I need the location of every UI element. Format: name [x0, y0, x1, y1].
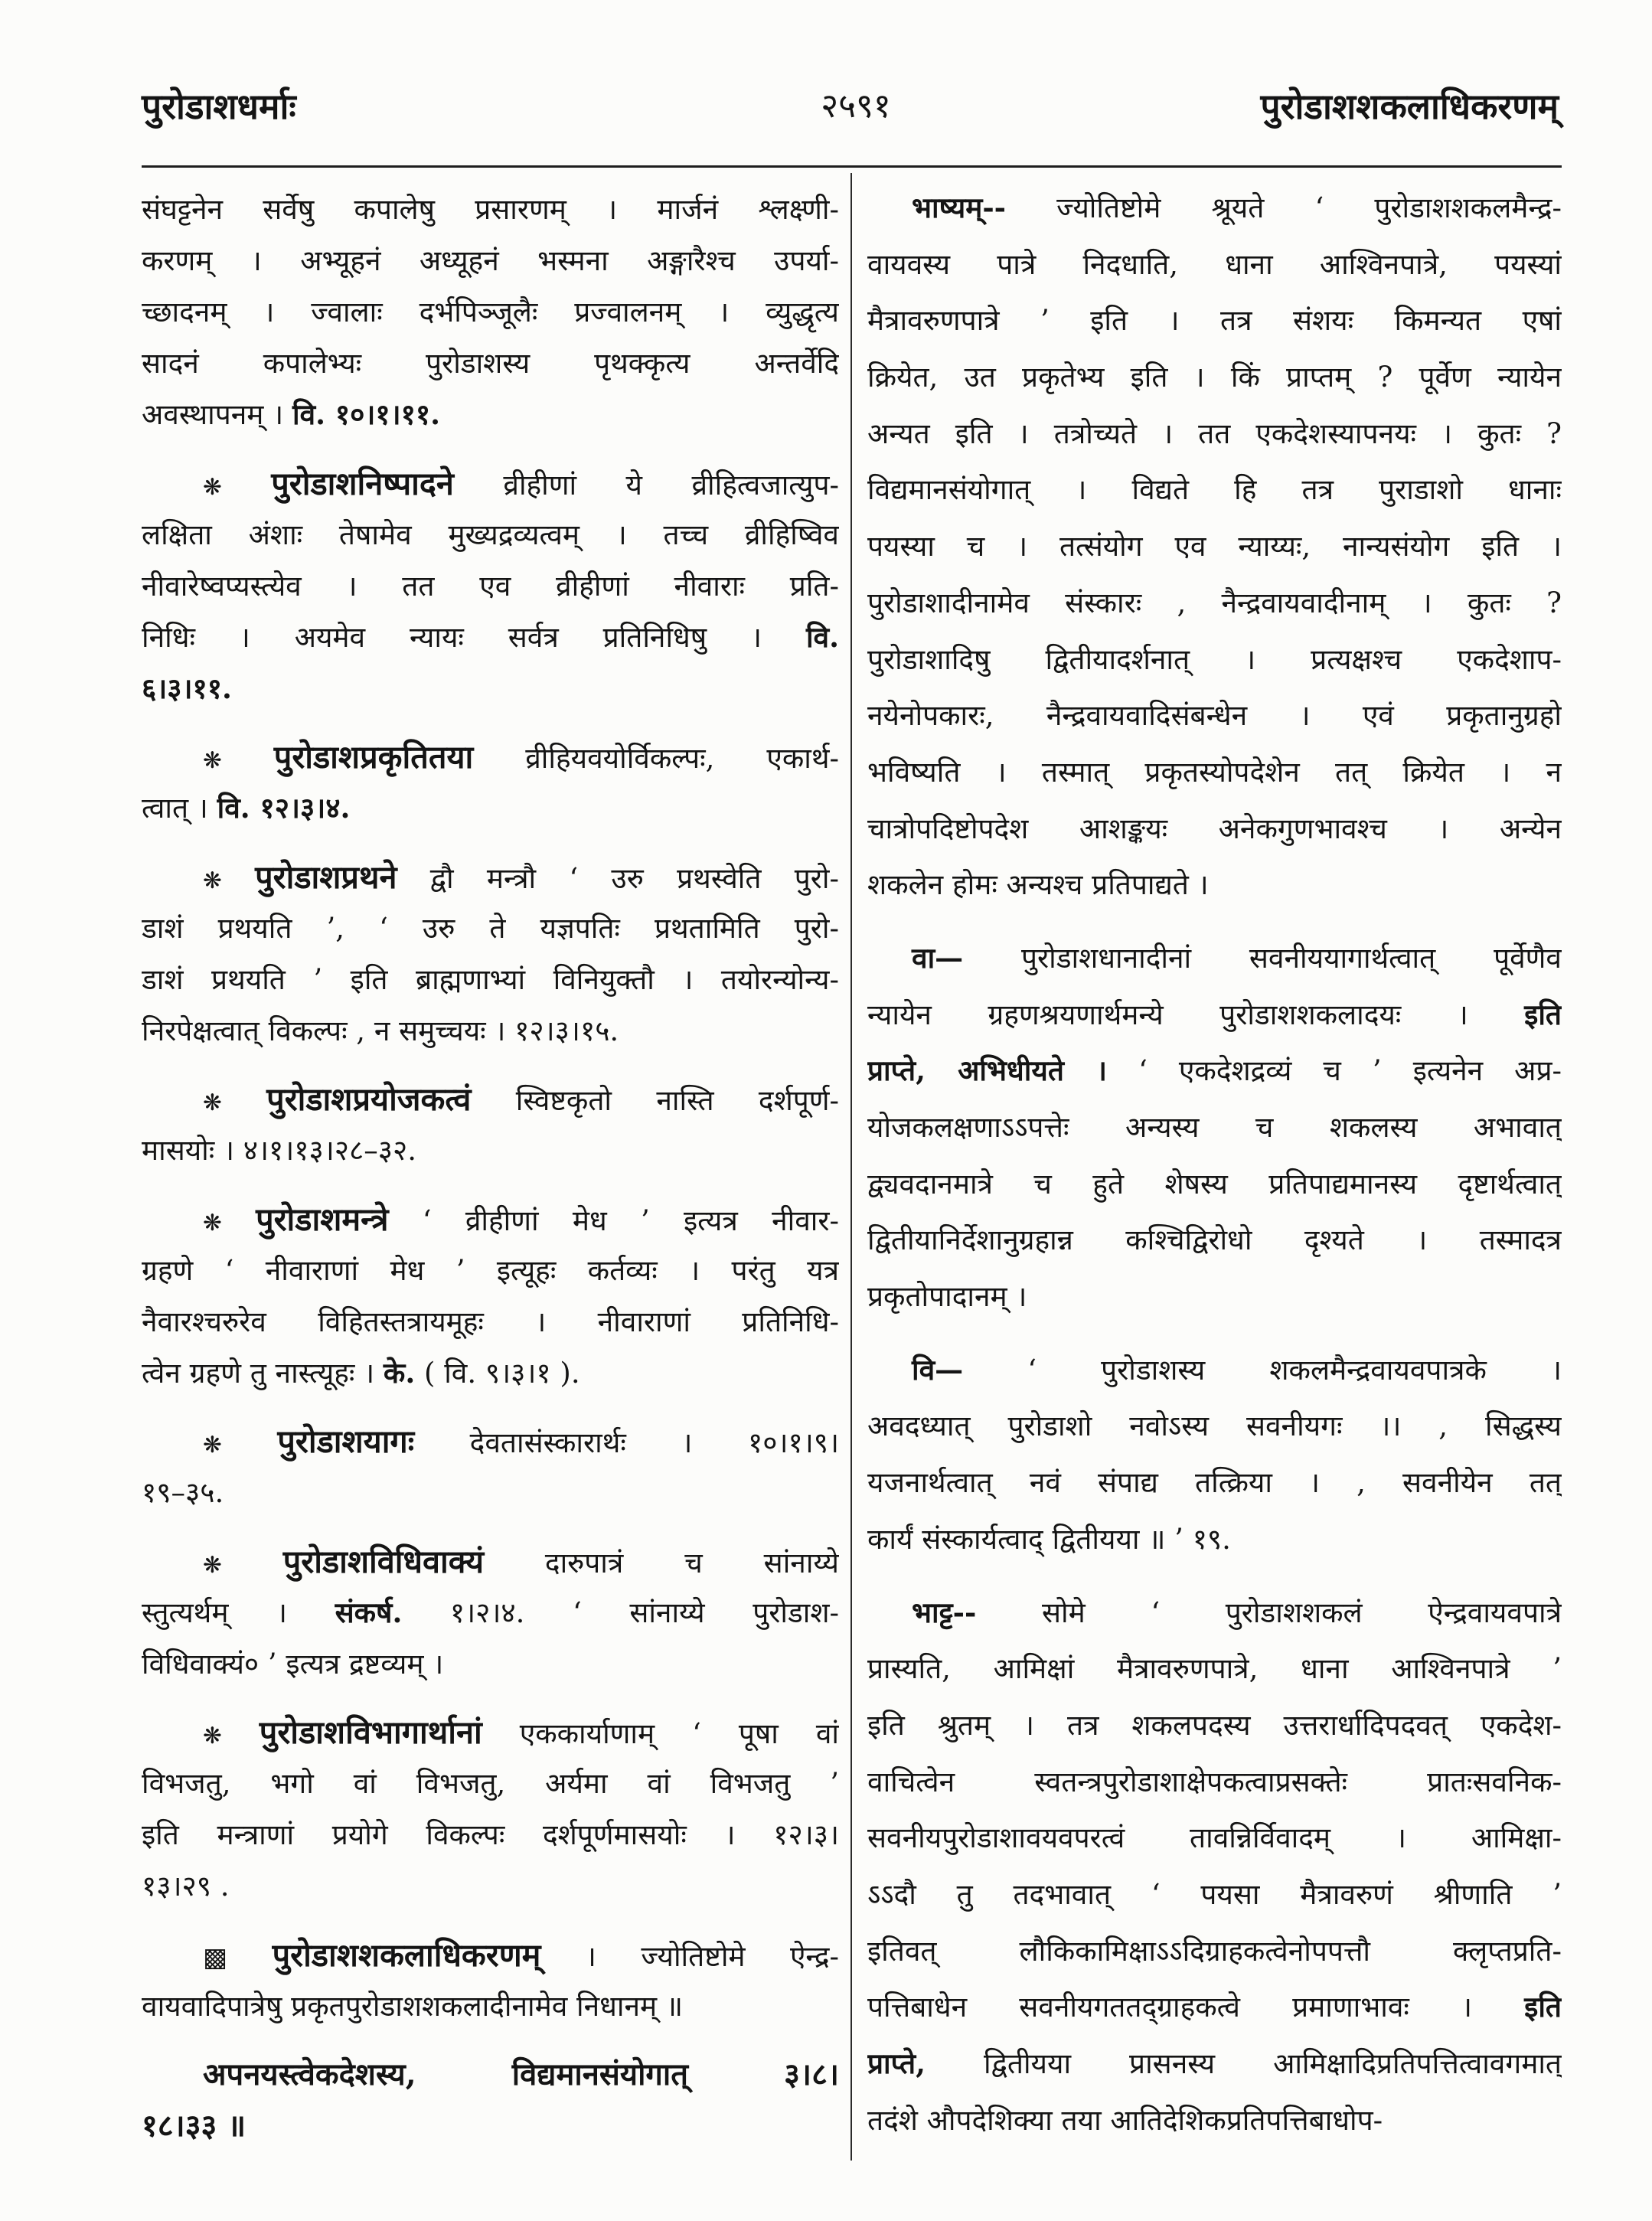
- bold-text-segment: पुरोडाशविभागार्थानां: [259, 1713, 482, 1751]
- bold-text-segment: प्राप्ते,: [867, 2046, 926, 2080]
- text-segment: [222, 1717, 260, 1750]
- text-segment: द्वितीयानिर्देशानुग्रहान्न कश्चिद्विरोधो दृश्यते । तस्मादत्र: [867, 1223, 1562, 1257]
- asterisk-ornament-icon: [203, 474, 222, 500]
- text-segment: शकलेन होमः अन्यश्च प्रतिपाद्यते ।: [867, 868, 1209, 902]
- text-segment: अवदध्यात् पुरोडाशो नवोऽस्य सवनीयगः ।। , सिद्धस्य: [867, 1409, 1562, 1443]
- text-segment: भविष्यति । तस्मात् प्रकृतस्योपदेशेन तत् क्रियेत । न: [867, 755, 1562, 789]
- bold-text-segment: ६।३।११.: [142, 671, 232, 705]
- text-segment: १।२।४. ‘ सांनाय्ये पुरोडाश-: [402, 1596, 839, 1629]
- text-segment: नयेनोपकारः, नैन्द्रवायवादिसंबन्धेन । एवं प्रकृतानुग्रहो: [867, 699, 1562, 733]
- text-segment: अवस्थापनम् ।: [142, 398, 292, 431]
- text-line: [142, 1245, 839, 1296]
- text-segment: यजनार्थत्वात् नवं संपाद्य तत्क्रिया । , सवनीयेन तत्: [867, 1466, 1562, 1500]
- text-line: [867, 1212, 1562, 1269]
- text-line: [142, 1707, 839, 1758]
- text-segment: [222, 1547, 283, 1579]
- bold-text-segment: पुरोडाशयागः: [277, 1422, 415, 1460]
- text-line: [142, 663, 839, 714]
- text-line: [867, 518, 1562, 575]
- text-segment: प्रास्यति, आमिक्षां मैत्रावरुणपात्रे, धाना आश्विनपात्रे ’: [867, 1652, 1562, 1686]
- paragraph: [142, 458, 839, 714]
- text-segment: ‘ पुरोडाशस्य शकलमैन्द्रवायवपात्रके ।: [963, 1353, 1562, 1386]
- text-segment: डाशं प्रथयति ’ इति ब्राह्मणाभ्यां विनियुक्तौ । तयोरन्योन्य-: [142, 962, 839, 996]
- text-segment: निधिः । अयमेव न्यायः सर्वत्र प्रतिनिधिषु ।: [142, 620, 806, 654]
- text-line: [142, 731, 839, 782]
- bold-text-segment: इति: [1524, 1990, 1562, 2024]
- text-segment: त्वात् ।: [142, 792, 217, 825]
- text-segment: सवनीयपुरोडाशावयवपरत्वं तावन्निर्विवादम् । आमिक्षा-: [867, 1821, 1562, 1855]
- text-line: [142, 458, 839, 509]
- text-segment: १९–३५.: [142, 1476, 224, 1509]
- text-line: [867, 1979, 1562, 2036]
- text-line: [867, 406, 1562, 462]
- bold-text-segment: पुरोडाशनिष्पादने: [271, 464, 454, 502]
- text-line: [867, 930, 1562, 987]
- bold-text-segment: वि. १०।१।११.: [292, 397, 440, 431]
- text-line: [142, 1638, 839, 1690]
- text-segment: [222, 1426, 278, 1459]
- text-segment: नैवारश्चरुरेव विहितस्तत्रायमूहः । नीवाराणां प्रतिनिधि-: [142, 1305, 839, 1338]
- text-line: [867, 744, 1562, 801]
- asterisk-ornament-icon: [203, 1089, 222, 1115]
- text-line: [867, 292, 1562, 349]
- bold-text-segment: संकर्ष.: [335, 1595, 403, 1629]
- text-line: [142, 1981, 839, 2032]
- paragraph: [142, 1416, 839, 1518]
- text-line: [867, 180, 1562, 237]
- text-line: [142, 612, 839, 663]
- right-column: [867, 180, 1562, 2170]
- bold-text-segment: वि.: [805, 619, 839, 654]
- text-segment: क्रियेत, उत प्रकृतेभ्य इति । किं प्राप्तम् ? पूर्वेण न्यायेन: [867, 361, 1562, 394]
- text-segment: स्तुत्यर्थम् ।: [142, 1596, 335, 1629]
- bold-text-segment: पुरोडाशविधिवाक्यं: [282, 1542, 484, 1580]
- text-line: [142, 235, 839, 286]
- text-line: [867, 1641, 1562, 1697]
- bold-text-segment: भाट्ट--: [912, 1595, 977, 1629]
- text-segment: ‘ एकदेशद्रव्यं च ’ इत्यनेन अप्र-: [1107, 1054, 1562, 1088]
- text-line: [142, 903, 839, 954]
- text-segment: [222, 862, 255, 895]
- text-line: [867, 1455, 1562, 1511]
- text-line: [867, 1585, 1562, 1641]
- asterisk-ornament-icon: [203, 747, 222, 773]
- text-segment: निरपेक्षत्वात् विकल्पः , न समुच्चयः । १२।३।१५.: [142, 1014, 619, 1047]
- asterisk-ornament-icon: [203, 1210, 222, 1236]
- text-line: [142, 1194, 839, 1245]
- bold-text-segment: वि—: [912, 1352, 964, 1386]
- text-segment: वाचित्वेन स्वतन्त्रपुरोडाशाक्षेपकत्वाप्रसक्तेः प्रातःसवनिक-: [867, 1765, 1562, 1798]
- text-segment: न्यायेन ग्रहणश्रयणार्थमन्ये पुरोडाशशकलादयः ।: [867, 998, 1525, 1031]
- text-segment: तदंशे औपदेशिक्या तया आतिदेशिकप्रतिपत्तिबाधोप-: [867, 2103, 1383, 2137]
- bold-text-segment: इति: [1524, 997, 1562, 1031]
- left-column: [142, 184, 839, 2174]
- text-line: [142, 184, 839, 235]
- header-rule: [142, 165, 1562, 168]
- text-line: [867, 462, 1562, 518]
- paragraph: [142, 1536, 839, 1690]
- text-segment: विभजतु, भगो वां विभजतु, अर्यमा वां विभजतु ’: [142, 1767, 839, 1800]
- text-line: [867, 1156, 1562, 1213]
- text-line: [867, 1398, 1562, 1455]
- paragraph: [142, 1707, 839, 1912]
- bold-text-segment: वा—: [912, 940, 964, 975]
- paragraph: [142, 2049, 839, 2151]
- bold-text-segment: अपनयस्त्वेकदेशस्य, विद्यमानसंयोगात् ३।८।: [203, 2056, 839, 2092]
- asterisk-ornament-icon: [203, 1723, 222, 1749]
- text-segment: व्रीहियवयोर्विकल्पः, एकार्थ-: [473, 742, 839, 775]
- text-line: [867, 801, 1562, 857]
- text-segment: दारुपात्रं च सांनाय्ये: [484, 1546, 839, 1579]
- text-line: [867, 1697, 1562, 1754]
- paragraph: [867, 930, 1562, 1325]
- text-line: [867, 632, 1562, 688]
- text-segment: पत्तिबाधेन सवनीयगततद्ग्राहकत्वे प्रमाणाभावः ।: [867, 1991, 1525, 2024]
- text-segment: [222, 1084, 266, 1117]
- text-segment: वायवादिपात्रेषु प्रकृतपुरोडाशशकलादीनामेव निधानम् ॥: [142, 1989, 684, 2023]
- bold-text-segment: पुरोडाशशकलाधिकरणम्: [272, 1935, 541, 1974]
- text-segment: सादनं कपालेभ्यः पुरोडाशस्य पृथक्कृत्य अन्तर्वेदि: [142, 347, 839, 380]
- text-line: [142, 1416, 839, 1467]
- text-line: [142, 1860, 839, 1912]
- text-line: [867, 349, 1562, 406]
- text-segment: [222, 1204, 256, 1237]
- text-segment: इति मन्त्राणां प्रयोगे विकल्पः दर्शपूर्णमासयोः । १२।३।: [142, 1818, 839, 1851]
- text-line: [142, 1536, 839, 1587]
- text-segment: द्वौ मन्त्रौ ‘ उरु प्रथस्वेति पुरो-: [397, 861, 839, 895]
- text-line: [142, 954, 839, 1005]
- text-segment: ग्रहणे ‘ नीवाराणां मेध ’ इत्यूहः कर्तव्यः । परंतु यत्र: [142, 1253, 839, 1287]
- text-segment: द्व्यवदानमात्रे च हुते शेषस्य प्रतिपाद्यमानस्य दृष्टार्थत्वात्: [867, 1167, 1562, 1200]
- bold-text-segment: वि. १२।३।४.: [217, 791, 351, 825]
- text-line: [142, 1929, 839, 1981]
- text-line: [142, 1125, 839, 1176]
- text-segment: ‘ व्रीहीणां मेध ’ इत्यत्र नीवार-: [388, 1204, 839, 1237]
- text-line: [142, 1587, 839, 1638]
- text-segment: [227, 1940, 272, 1973]
- text-segment: विधिवाक्यं० ’ इत्यत्र द्रष्टव्यम् ।: [142, 1647, 444, 1680]
- text-segment: पुरोडाशादीनामेव संस्कारः , नैन्द्रवायवादीनाम् । कुतः ?: [867, 586, 1562, 619]
- bold-text-segment: पुरोडाशप्रयोजकत्वं: [266, 1080, 472, 1118]
- text-segment: पुरोडाशादिषु द्वितीयादर्शनात् । प्रत्यक्षश्च एकदेशाप-: [867, 642, 1562, 676]
- text-segment: देवतासंस्कारार्थः । १०।१।९।: [414, 1426, 839, 1459]
- asterisk-ornament-icon: [203, 867, 222, 893]
- text-segment: १३।२९ .: [142, 1870, 230, 1903]
- text-segment: इतिवत् लौकिकामिक्षाऽऽदिग्राहकत्वेनोपपत्तौ क्लृप्तप्रति-: [867, 1934, 1562, 1968]
- bold-text-segment: भाष्यम्--: [912, 191, 1007, 224]
- text-segment: विद्यमानसंयोगात् । विद्यते हि तत्र पुराडाशो धानाः: [867, 473, 1562, 507]
- text-segment: कार्यं संस्कार्यत्वाद् द्वितीयया ॥ ’ १९.: [867, 1522, 1231, 1556]
- running-head-right: पुरोडाशशकलाधिकरणम्: [1260, 86, 1559, 127]
- text-line: [867, 1043, 1562, 1099]
- text-line: [142, 389, 839, 440]
- text-segment: पुरोडाशधानादीनां सवनीययागार्थत्वात् पूर्वेणैव: [963, 941, 1562, 975]
- column-divider: [850, 173, 852, 2161]
- text-segment: च्छादनम् । ज्वालाः दर्भपिञ्जूलैः प्रज्वालनम् । व्युद्धृत्य: [142, 296, 839, 328]
- text-segment: मासयोः । ४।१।१३।२८–३२.: [142, 1134, 417, 1167]
- text-line: [867, 1923, 1562, 1980]
- text-line: [867, 237, 1562, 293]
- text-line: [142, 560, 839, 612]
- text-line: [867, 1269, 1562, 1325]
- text-line: [142, 1005, 839, 1057]
- text-segment: ऽऽदौ तु तदभावात् ‘ पयसा मैत्रावरुणं श्रीणाति ’: [867, 1877, 1562, 1911]
- bold-text-segment: पुरोडाशमन्त्रे: [256, 1200, 389, 1238]
- running-head-left: पुरोडाशधर्माः: [142, 86, 296, 127]
- page-number: २५९१: [821, 87, 891, 126]
- paragraph: [142, 1194, 839, 1399]
- text-segment: मैत्रावरुणपात्रे ’ इति । तत्र संशयः किमन्यत एषां: [867, 304, 1562, 338]
- bold-text-segment: प्राप्ते, अभिधीयते ।: [867, 1053, 1108, 1088]
- text-segment: डाशं प्रथयति ’, ‘ उरु ते यज्ञपतिः प्रथतामिति पुरो-: [142, 911, 839, 945]
- text-segment: अन्यत इति । तत्रोच्यते । तत एकदेशस्यापनयः । कुतः ?: [867, 416, 1562, 450]
- text-line: [867, 688, 1562, 744]
- text-line: [867, 1342, 1562, 1399]
- paragraph: [867, 1585, 1562, 2149]
- paragraph: [142, 1073, 839, 1176]
- asterisk-ornament-icon: [203, 1552, 222, 1578]
- paragraph: [142, 851, 839, 1057]
- text-line: [867, 2036, 1562, 2092]
- text-segment: योजकलक्षणाऽऽपत्तेः अन्यस्य च शकलस्य अभावात्: [867, 1111, 1562, 1144]
- text-segment: चात्रोपदिष्टोपदेश आशङ्कयः अनेकगुणभावश्च । अन्येन: [867, 812, 1562, 845]
- text-segment: ज्योतिष्टोमे श्रूयते ‘ पुरोडाशशकलमैन्द्र-: [1006, 191, 1562, 224]
- text-segment: लक्षिता अंशाः तेषामेव मुख्यद्रव्यत्वम् । तच्च व्रीहिष्विव: [142, 518, 839, 551]
- text-line: [142, 782, 839, 834]
- text-line: [142, 1758, 839, 1809]
- text-line: [867, 575, 1562, 632]
- text-line: [142, 509, 839, 560]
- text-line: [867, 1099, 1562, 1156]
- text-line: [142, 1347, 839, 1399]
- text-segment: ( वि. ९।३।१ ).: [415, 1356, 580, 1390]
- text-segment: इति श्रुतम् । तत्र शकलपदस्य उत्तरार्धादिपदवत् एकदेश-: [867, 1708, 1562, 1742]
- text-line: [142, 338, 839, 389]
- text-line: [142, 1809, 839, 1860]
- text-segment: सोमे ‘ पुरोडाशशकलं ऐन्द्रवायवपात्रे: [976, 1596, 1562, 1629]
- text-line: [142, 1073, 839, 1125]
- bold-text-segment: पुरोडाशप्रथने: [255, 857, 397, 896]
- text-line: [867, 1810, 1562, 1867]
- text-segment: पयस्या च । तत्संयोग एव न्याय्यः, नान्यसंयोग इति ।: [867, 530, 1562, 563]
- text-segment: करणम् । अभ्यूहनं अध्यूहनं भस्मना अङ्गारैश्च उपर्या-: [142, 244, 839, 277]
- paragraph: [142, 184, 839, 440]
- paragraph: [142, 731, 839, 834]
- text-line: [867, 1511, 1562, 1568]
- text-segment: स्विष्टकृतो नास्ति दर्शपूर्ण-: [471, 1084, 839, 1117]
- text-line: [867, 1754, 1562, 1811]
- text-segment: [222, 742, 274, 775]
- bold-text-segment: १८।३३ ॥: [142, 2108, 246, 2144]
- text-line: [142, 1296, 839, 1347]
- text-line: [867, 987, 1562, 1044]
- bold-text-segment: पुरोडाशप्रकृतितया: [273, 738, 474, 776]
- text-segment: एककार्याणाम् ‘ पूषा वां: [482, 1717, 839, 1750]
- text-line: [867, 1867, 1562, 1923]
- text-segment: । ज्योतिष्टोमे ऐन्द्र-: [540, 1939, 839, 1973]
- text-line: [142, 2100, 839, 2151]
- text-segment: [222, 469, 271, 501]
- paragraph: [867, 180, 1562, 913]
- text-segment: प्रकृतोपादानम् ।: [867, 1280, 1027, 1314]
- text-segment: वायवस्य पात्रे निदधाति, धाना आश्विनपात्रे, पयस्यां: [867, 247, 1562, 281]
- section-mark-icon: [203, 1945, 227, 1971]
- paragraph: [142, 1929, 839, 2032]
- text-line: [867, 857, 1562, 913]
- text-line: [142, 2049, 839, 2100]
- paragraph: [867, 1342, 1562, 1568]
- text-line: [142, 286, 839, 338]
- text-segment: त्वेन ग्रहणे तु नास्त्यूहः ।: [142, 1356, 384, 1390]
- text-line: [867, 2092, 1562, 2149]
- text-segment: व्रीहीणां ये व्रीहित्वजात्युप-: [453, 468, 839, 501]
- text-segment: संघट्टनेन सर्वेषु कपालेषु प्रसारणम् । मार्जनं श्लक्ष्णी-: [142, 193, 839, 226]
- text-segment: नीवारेष्वप्यस्त्येव । तत एव व्रीहीणां नीवाराः प्रति-: [142, 569, 839, 603]
- asterisk-ornament-icon: [203, 1432, 222, 1458]
- bold-text-segment: के.: [383, 1355, 416, 1390]
- text-segment: द्वितीयया प्रासनस्य आमिक्षादिप्रतिपत्तित्वावगमात्: [926, 2047, 1562, 2080]
- text-line: [142, 851, 839, 903]
- text-line: [142, 1467, 839, 1518]
